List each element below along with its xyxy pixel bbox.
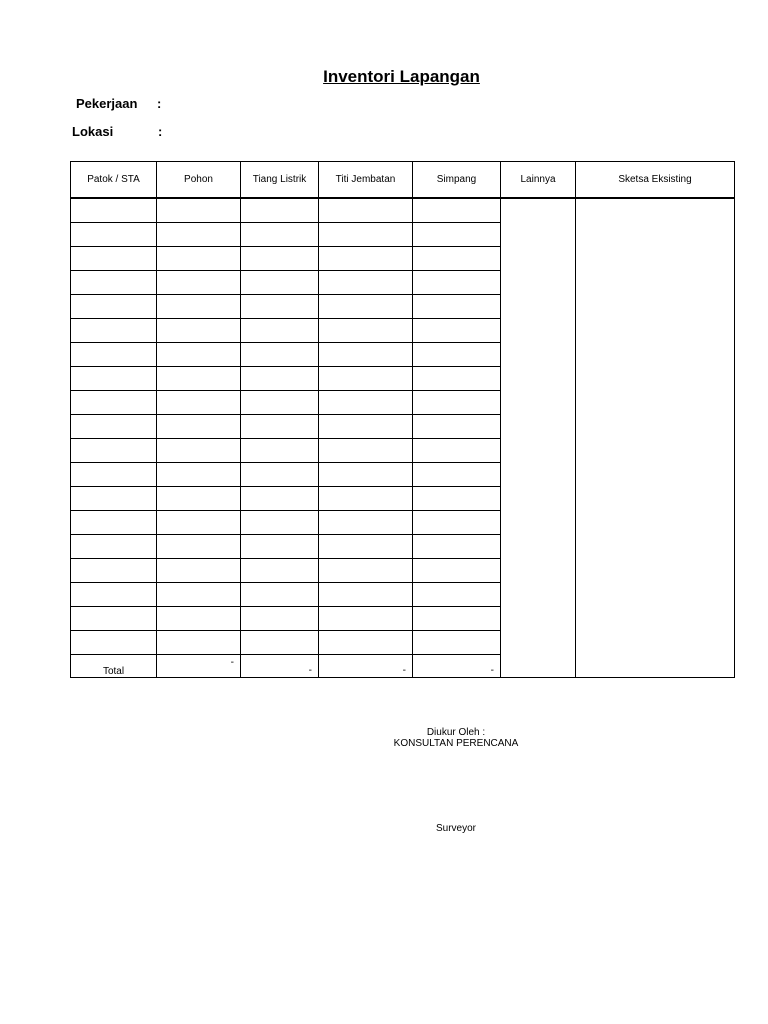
- table-cell[interactable]: [241, 535, 319, 559]
- table-cell[interactable]: [319, 343, 413, 367]
- table-cell[interactable]: [71, 439, 157, 463]
- table-cell[interactable]: [71, 607, 157, 631]
- total-value: -: [308, 665, 312, 676]
- total-value-cell: [413, 655, 501, 678]
- table-cell[interactable]: [319, 559, 413, 583]
- header-titi-jembatan: Titi Jembatan: [319, 162, 413, 199]
- table-cell[interactable]: [413, 583, 501, 607]
- table-cell[interactable]: [157, 319, 241, 343]
- header-patok-sta: Patok / STA: [71, 162, 157, 199]
- table-cell[interactable]: [241, 487, 319, 511]
- company-name: KONSULTAN PERENCANA: [393, 738, 519, 749]
- table-cell[interactable]: [413, 247, 501, 271]
- table-cell[interactable]: [319, 415, 413, 439]
- table-cell[interactable]: [319, 198, 413, 223]
- table-cell[interactable]: [319, 487, 413, 511]
- header-pohon: Pohon: [157, 162, 241, 199]
- table-cell[interactable]: [319, 319, 413, 343]
- table-cell[interactable]: [413, 391, 501, 415]
- table-cell[interactable]: [413, 559, 501, 583]
- table-cell[interactable]: [157, 343, 241, 367]
- table-cell[interactable]: [319, 295, 413, 319]
- measured-by-label: Diukur Oleh :: [426, 727, 486, 738]
- table-cell[interactable]: [71, 559, 157, 583]
- table-cell[interactable]: [157, 295, 241, 319]
- field-pekerjaan-colon: :: [157, 96, 162, 111]
- table-cell[interactable]: [241, 607, 319, 631]
- table-cell[interactable]: [157, 631, 241, 655]
- table-cell[interactable]: [319, 631, 413, 655]
- table-cell[interactable]: [413, 343, 501, 367]
- table-cell[interactable]: [157, 415, 241, 439]
- table-cell[interactable]: [157, 271, 241, 295]
- table-cell[interactable]: [319, 583, 413, 607]
- table-cell[interactable]: [157, 487, 241, 511]
- table-cell[interactable]: [157, 367, 241, 391]
- table-cell[interactable]: [413, 631, 501, 655]
- table-cell[interactable]: [241, 271, 319, 295]
- table-cell[interactable]: [71, 391, 157, 415]
- field-pekerjaan: [76, 96, 162, 111]
- table-cell[interactable]: [157, 607, 241, 631]
- header-tiang-listrik: Tiang Listrik: [241, 162, 319, 199]
- table-cell[interactable]: [319, 367, 413, 391]
- table-cell[interactable]: [413, 198, 501, 223]
- table-cell[interactable]: [71, 463, 157, 487]
- table-cell[interactable]: [241, 367, 319, 391]
- table-cell[interactable]: [157, 391, 241, 415]
- table-cell[interactable]: [319, 247, 413, 271]
- table-cell[interactable]: [241, 415, 319, 439]
- table-cell[interactable]: [71, 295, 157, 319]
- table-cell[interactable]: [413, 223, 501, 247]
- table-cell[interactable]: [413, 535, 501, 559]
- table-cell[interactable]: [71, 343, 157, 367]
- table-cell[interactable]: [241, 463, 319, 487]
- inventory-table: [70, 161, 735, 678]
- header-simpang: Simpang: [413, 162, 501, 199]
- table-cell[interactable]: [413, 367, 501, 391]
- table-cell[interactable]: [319, 511, 413, 535]
- total-value: -: [490, 665, 494, 676]
- table-row: [71, 198, 735, 223]
- total-label-cell: [71, 655, 157, 678]
- table-cell[interactable]: [157, 535, 241, 559]
- table-cell[interactable]: [413, 463, 501, 487]
- total-value: -: [402, 665, 406, 676]
- table-cell[interactable]: [71, 631, 157, 655]
- table-cell[interactable]: [71, 271, 157, 295]
- table-cell[interactable]: [241, 295, 319, 319]
- table-cell[interactable]: [71, 367, 157, 391]
- lainnya-cell[interactable]: [501, 198, 576, 678]
- table-cell[interactable]: [241, 391, 319, 415]
- table-cell[interactable]: [319, 391, 413, 415]
- total-value-cell: [319, 655, 413, 678]
- table-cell[interactable]: [241, 511, 319, 535]
- table-cell[interactable]: [71, 223, 157, 247]
- total-value-cell: [157, 655, 241, 678]
- table-cell[interactable]: [157, 511, 241, 535]
- table-cell[interactable]: [241, 223, 319, 247]
- table-cell[interactable]: [71, 535, 157, 559]
- table-cell[interactable]: [413, 415, 501, 439]
- table-cell[interactable]: [241, 198, 319, 223]
- table-cell[interactable]: [413, 607, 501, 631]
- table-cell[interactable]: [157, 223, 241, 247]
- total-value: -: [230, 657, 234, 668]
- total-label: Total: [102, 666, 125, 677]
- table-cell[interactable]: [413, 271, 501, 295]
- table-cell[interactable]: [157, 439, 241, 463]
- table-cell[interactable]: [241, 247, 319, 271]
- sketsa-eksisting-cell[interactable]: [576, 198, 735, 678]
- table-cell[interactable]: [71, 247, 157, 271]
- table-cell[interactable]: [241, 439, 319, 463]
- field-pekerjaan-label: Pekerjaan: [76, 96, 138, 111]
- field-lokasi-label: Lokasi: [72, 124, 114, 139]
- table-cell[interactable]: [413, 511, 501, 535]
- table-cell[interactable]: [71, 319, 157, 343]
- table-cell[interactable]: [71, 583, 157, 607]
- table-cell[interactable]: [241, 343, 319, 367]
- table-cell[interactable]: [319, 439, 413, 463]
- document-title: Inventori Lapangan: [323, 67, 480, 86]
- table-cell[interactable]: [71, 198, 157, 223]
- table-cell[interactable]: [71, 487, 157, 511]
- table-cell[interactable]: [241, 559, 319, 583]
- table-cell[interactable]: [71, 511, 157, 535]
- table-cell[interactable]: [319, 607, 413, 631]
- table-cell[interactable]: [241, 631, 319, 655]
- table-cell[interactable]: [71, 415, 157, 439]
- table-body: [71, 198, 735, 678]
- table-cell[interactable]: [413, 487, 501, 511]
- table-cell[interactable]: [319, 223, 413, 247]
- table-cell[interactable]: [157, 559, 241, 583]
- header-lainnya: Lainnya: [501, 162, 576, 199]
- field-lokasi-colon: :: [158, 124, 163, 139]
- table-cell[interactable]: [413, 319, 501, 343]
- table-cell[interactable]: [241, 583, 319, 607]
- surveyor-label: Surveyor: [435, 823, 476, 834]
- table-cell[interactable]: [157, 198, 241, 223]
- header-sketsa-eksisting: Sketsa Eksisting: [576, 162, 735, 199]
- table-cell[interactable]: [319, 271, 413, 295]
- field-lokasi: [72, 124, 163, 139]
- table-header-row: [71, 162, 735, 199]
- total-value-cell: [241, 655, 319, 678]
- table-cell[interactable]: [319, 463, 413, 487]
- table-cell[interactable]: [319, 535, 413, 559]
- table-cell[interactable]: [413, 439, 501, 463]
- table-cell[interactable]: [157, 247, 241, 271]
- table-cell[interactable]: [157, 463, 241, 487]
- table-cell[interactable]: [413, 295, 501, 319]
- table-cell[interactable]: [157, 583, 241, 607]
- table-cell[interactable]: [241, 319, 319, 343]
